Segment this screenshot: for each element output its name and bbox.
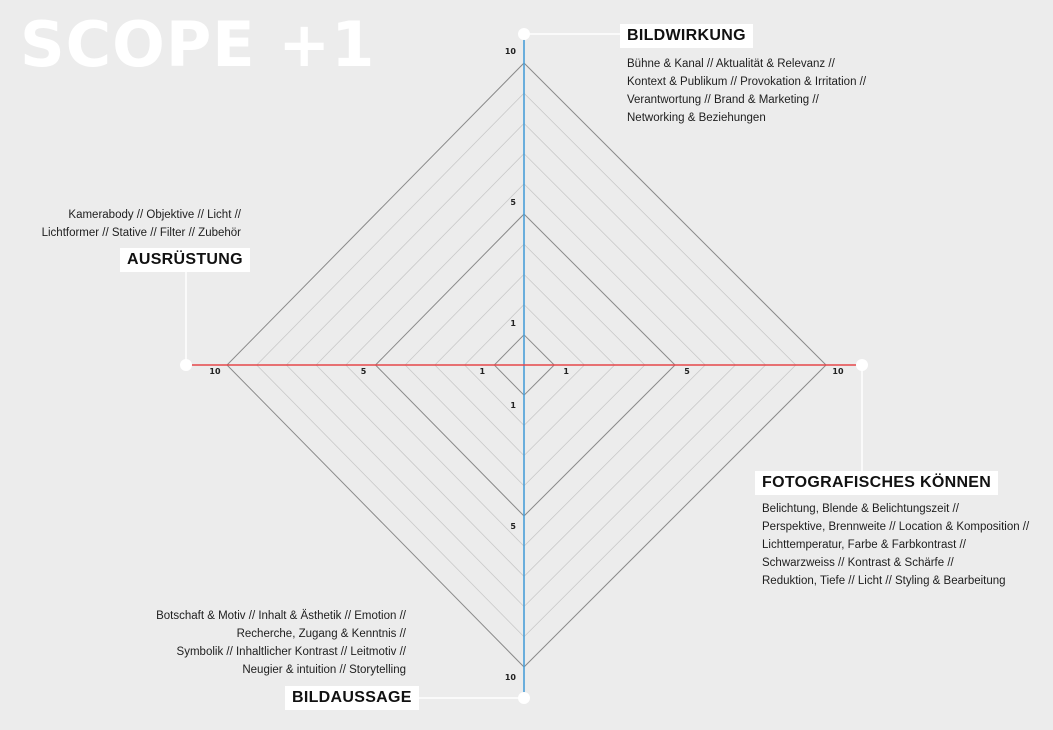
desc-line: Networking & Beziehungen <box>627 112 766 124</box>
axis-label-ausruestung: AUSRÜSTUNG <box>120 248 250 272</box>
tick-label-right-5: 5 <box>684 367 690 376</box>
axis-description-ausruestung <box>42 206 241 242</box>
axis-description-bildwirkung <box>627 55 866 127</box>
desc-line: Recherche, Zugang & Kenntnis // <box>236 628 406 640</box>
tick-label-left-1: 1 <box>479 367 486 376</box>
tick-label-up-5: 5 <box>510 198 516 207</box>
tick-label-down-1: 1 <box>510 401 516 411</box>
tick-label-left-5: 5 <box>360 367 367 376</box>
axis-endpoint-dot-top <box>518 28 530 40</box>
desc-line: Kontext & Publikum // Provokation & Irritation // <box>627 76 867 88</box>
axis-label-bildwirkung: BILDWIRKUNG <box>620 24 753 48</box>
desc-line: Symbolik // Inhaltlicher Kontrast // Leitmotiv // <box>176 646 406 658</box>
axis-label-bildaussage: BILDAUSSAGE <box>285 686 419 710</box>
axis-endpoint-dot-left <box>180 359 192 371</box>
tick-label-right-10: 10 <box>832 367 844 376</box>
tick-label-left-10: 10 <box>209 367 221 376</box>
desc-line: Kamerabody // Objektive // Licht // <box>68 209 241 221</box>
tick-label-down-5: 5 <box>510 522 516 531</box>
desc-line: Belichtung, Blende & Belichtungszeit // <box>762 503 959 515</box>
tick-label-up-1: 1 <box>510 318 516 328</box>
desc-line: Perspektive, Brennweite // Location & Komposition // <box>762 521 1030 533</box>
desc-line: Lichttemperatur, Farbe & Farbkontrast // <box>762 539 966 551</box>
desc-line: Bühne & Kanal // Aktualität & Relevanz // <box>627 58 835 70</box>
axis-endpoint-dot-right <box>856 359 868 371</box>
axis-description-bildaussage <box>156 607 406 679</box>
desc-line: Schwarzweiss // Kontrast & Schärfe // <box>762 557 954 569</box>
desc-line: Lichtformer // Stative // Filter // Zubehör <box>41 227 241 239</box>
axis-label-fotografisches-koennen: FOTOGRAFISCHES KÖNNEN <box>755 471 998 495</box>
axis-description-fotografisches-koennen <box>762 500 1029 590</box>
tick-label-down-10: 10 <box>504 673 516 682</box>
tick-label-right-1: 1 <box>563 367 569 376</box>
page-title: SCOPE +1 <box>20 8 376 81</box>
desc-line: Verantwortung // Brand & Marketing // <box>627 94 819 106</box>
desc-line: Neugier & intuition // Storytelling <box>242 664 406 676</box>
desc-line: Botschaft & Motiv // Inhalt & Ästhetik // Emotion // <box>156 610 406 622</box>
desc-line: Reduktion, Tiefe // Licht // Styling & Bearbeitung <box>762 575 1006 587</box>
tick-label-up-10: 10 <box>504 47 516 56</box>
axis-endpoint-dot-bottom <box>518 692 530 704</box>
